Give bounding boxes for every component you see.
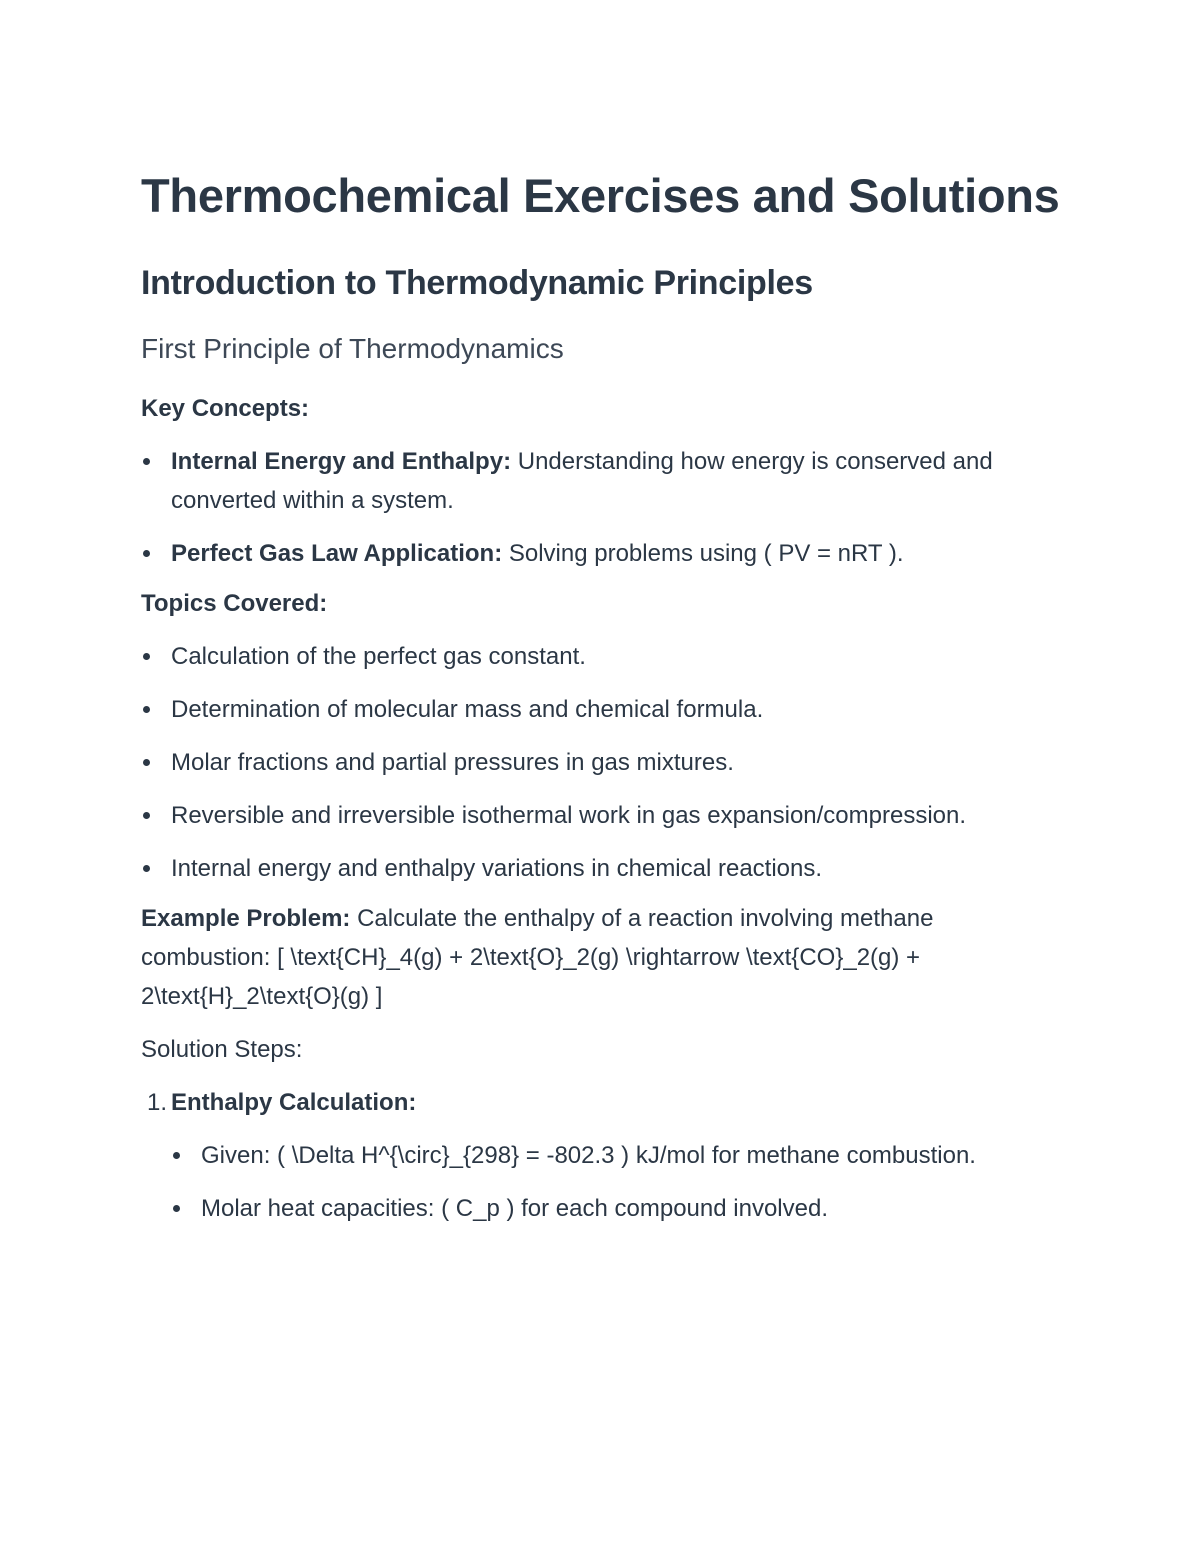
step-number: 1. bbox=[147, 1089, 168, 1116]
topics-heading: Topics Covered: bbox=[141, 590, 328, 617]
list-item bbox=[141, 534, 1061, 573]
solution-steps-heading: Solution Steps: bbox=[141, 1036, 303, 1063]
example-problem-text: Calculate the enthalpy of a reaction involving methane combustion: [ \text{CH}_4(g) + 2\text{O}_2(g) \rightarrow \text{CO}_2(g) + 2\text{H}_2\text{O}(g) ] bbox=[141, 905, 934, 1010]
key-concepts-list bbox=[141, 442, 1061, 573]
example-problem-label: Example Problem: bbox=[141, 905, 351, 932]
key-concept-label: Perfect Gas Law Application: bbox=[171, 540, 503, 567]
key-concept-label: Internal Energy and Enthalpy: bbox=[171, 448, 512, 475]
list-item: Internal energy and enthalpy variations in chemical reactions. bbox=[141, 849, 1061, 888]
list-item: Given: ( \Delta H^{\circ}_{298} = -802.3 ) kJ/mol for methane combustion. bbox=[171, 1136, 1061, 1175]
list-item: Reversible and irreversible isothermal work in gas expansion/compression. bbox=[141, 796, 1061, 835]
document-title: Thermochemical Exercises and Solutions bbox=[141, 169, 1060, 222]
topics-list bbox=[141, 637, 1061, 888]
key-concept-text: Understanding how energy is conserved and converted within a system. bbox=[171, 448, 993, 514]
solution-steps-list bbox=[141, 1083, 1061, 1228]
key-concepts-heading: Key Concepts: bbox=[141, 395, 310, 422]
key-concept-text: Solving problems using ( PV = nRT ). bbox=[502, 540, 904, 567]
list-item: Determination of molecular mass and chemical formula. bbox=[141, 690, 1061, 729]
document-page bbox=[141, 164, 1061, 1228]
subsection-title: First Principle of Thermodynamics bbox=[141, 333, 564, 364]
example-problem bbox=[141, 899, 1061, 1016]
step-details-list bbox=[171, 1136, 1061, 1228]
step-title: Enthalpy Calculation: bbox=[171, 1089, 417, 1116]
list-item bbox=[141, 442, 1061, 520]
list-item: Molar fractions and partial pressures in gas mixtures. bbox=[141, 743, 1061, 782]
list-item: Calculation of the perfect gas constant. bbox=[141, 637, 1061, 676]
list-item: Molar heat capacities: ( C_p ) for each compound involved. bbox=[171, 1189, 1061, 1228]
section-title: Introduction to Thermodynamic Principles bbox=[141, 264, 813, 302]
solution-step bbox=[141, 1083, 1061, 1228]
